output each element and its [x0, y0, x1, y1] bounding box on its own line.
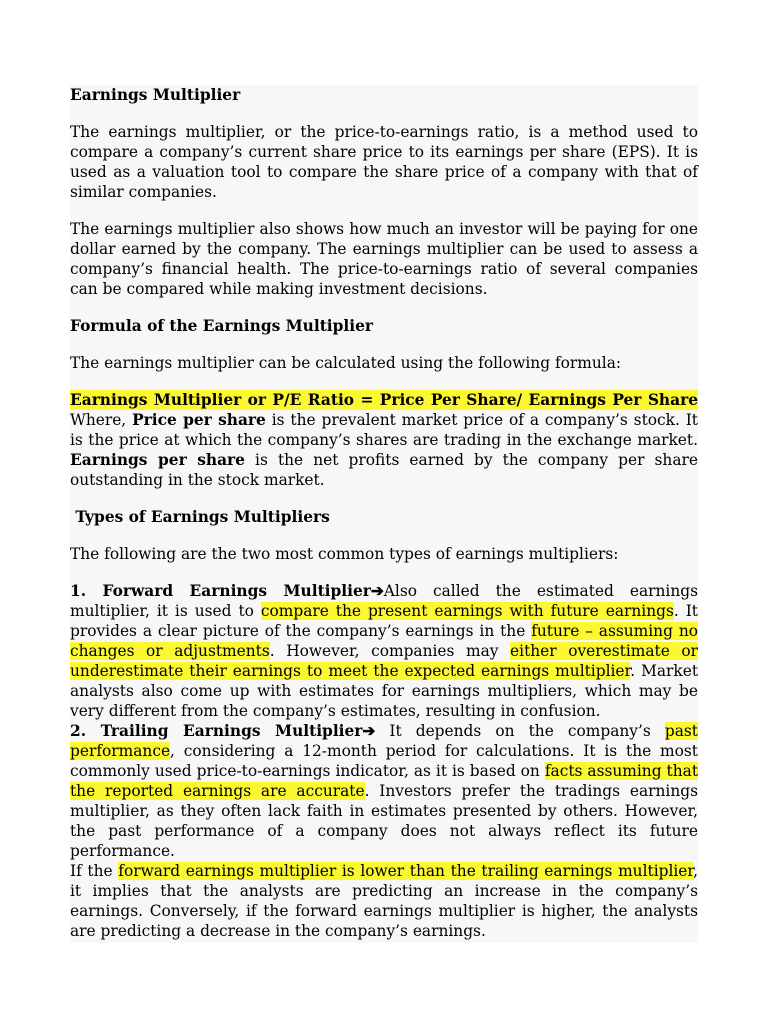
forward-highlight-1: compare the present earnings with future earnings [260, 602, 674, 620]
forward-text-a: Also called the estimated earnings multiplier, it is used to [70, 582, 698, 620]
forward-highlight-2: future – assuming no changes or adjustments [70, 622, 698, 660]
trailing-text-a: It depends on the company’s [375, 722, 665, 740]
earnings-per-share-definition: is the net profits earned by the company per share outstanding in the stock market. [70, 451, 698, 489]
forward-label: 1. Forward Earnings Multiplier [70, 582, 371, 600]
formula-line: Earnings Multiplier or P/E Ratio = Price Per Share/ Earnings Per Share [70, 391, 698, 409]
forward-text-b: . It provides a clear picture of the company’s earnings in the [70, 602, 698, 640]
where-text: Where, [70, 411, 133, 429]
formula-heading: Formula of the Earnings Multiplier [70, 317, 374, 335]
comparison-text-a: If the [70, 862, 119, 880]
document-body [70, 85, 698, 943]
types-intro: The following are the two most common types of earnings multipliers: [70, 545, 619, 563]
trailing-text-c: . Investors prefer the tradings earnings multiplier, as they often lack faith in estimates presented by others. However, the past performance of a company does not always reflect its future performance. [70, 782, 698, 860]
types-heading: Types of Earnings Multipliers [70, 508, 330, 526]
price-per-share-term: Price per share [132, 411, 266, 429]
arrow-right-icon: ➔ [362, 722, 376, 740]
trailing-label: 2. Trailing Earnings Multiplier [70, 722, 363, 740]
comparison-paragraph [70, 861, 698, 941]
trailing-highlight-1: past performance [70, 722, 698, 760]
formula-intro: The earnings multiplier can be calculated using the following formula: [70, 354, 622, 372]
comparison-text-b: , it implies that the analysts are predicting an increase in the company’s earnings. Conversely, if the forward earnings multiplier is higher, the analysts are predicting a decrease in the company’s earnings. [70, 862, 698, 940]
trailing-highlight-2: facts assuming that the reported earnings are accurate [70, 762, 699, 800]
forward-highlight-3: either overestimate or underestimate their earnings to meet the expected earnings multiplier [70, 642, 698, 680]
trailing-multiplier-item [70, 721, 698, 861]
price-per-share-definition: is the prevalent market price of a company’s stock. It is the price at which the company’s shares are trading in the exchange market. [70, 411, 698, 449]
trailing-text-b: , considering a 12-month period for calculations. It is the most commonly used price-to-earnings indicator, as it is based on [70, 742, 698, 780]
arrow-right-icon: ➔ [370, 582, 384, 600]
formula-definitions [70, 410, 698, 490]
earnings-per-share-term: Earnings per share [70, 451, 245, 469]
comparison-highlight: forward earnings multiplier is lower than the trailing earnings multiplier [118, 862, 694, 880]
forward-text-d: . Market analysts also come up with estimates for earnings multipliers, which may be very different from the company’s estimates, resulting in confusion. [70, 662, 698, 720]
doc-title: Earnings Multiplier [70, 86, 241, 104]
paragraph-intro: The earnings multiplier, or the price-to-earnings ratio, is a method used to compare a company’s current share price to its earnings per share (EPS). It is used as a valuation tool to compare the share price of a company with that of similar companies. [70, 123, 698, 201]
forward-text-c: . However, companies may [269, 642, 511, 660]
forward-multiplier-item [70, 581, 698, 721]
paragraph-investor: The earnings multiplier also shows how much an investor will be paying for one dollar earned by the company. The earnings multiplier can be used to assess a company’s financial health. The price-to-earnings ratio of several companies can be compared while making investment decisions. [70, 220, 698, 298]
